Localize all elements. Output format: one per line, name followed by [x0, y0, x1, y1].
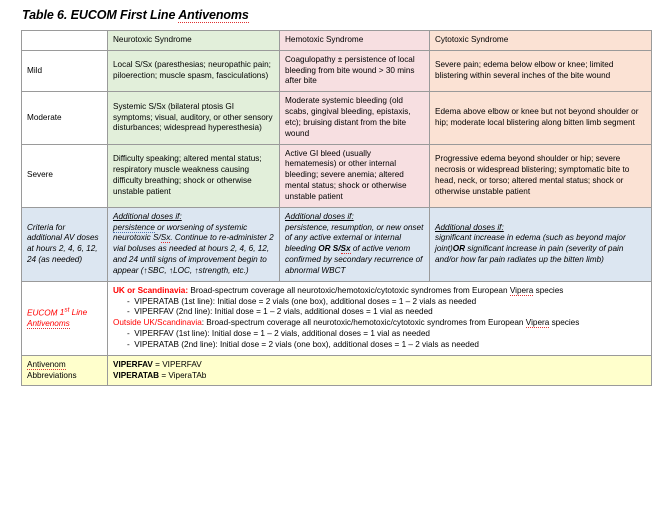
table-row-antivenoms — [22, 281, 652, 355]
eucom-label-line2-rest: Line — [69, 308, 88, 318]
cell-criteria-hemotoxic — [280, 207, 430, 281]
antivenom-bullet-outside-1-text: VIPERFAV (1st line): Initial dose = 1 – 2 vials, additional doses = 1 vial as needed — [134, 329, 430, 339]
criteria-label: Criteria for additional AV doses at hours 2, 4, 6, 12, 24 (as needed) — [22, 207, 108, 281]
abbreviation-viperfav-value: = VIPERFAV — [152, 359, 202, 369]
abbreviation-viperatab-value: = ViperaTAb — [159, 370, 207, 380]
criteria-neuro-spell-2: Sx — [160, 233, 171, 243]
criteria-hemo-bold-or: OR — [318, 244, 331, 254]
cell-moderate-hemotoxic: Moderate systemic bleeding (old scabs, gingival bleeding, epistaxis, etc); bruising distant from the bite wound — [280, 92, 430, 144]
header-cytotoxic: Cytotoxic Syndrome — [430, 31, 652, 51]
cell-severe-cytotoxic: Progressive edema beyond shoulder or hip; severe necrosis or widespread blistering; symptomatic bite to head, neck, or torso; altered mental status; shock or otherwise unstable patient — [430, 144, 652, 207]
abbreviations-label-line1: Antivenom — [27, 359, 66, 369]
abbreviations-body — [108, 355, 652, 386]
region-desc-uk-post: species — [533, 285, 564, 295]
region-label-outside: Outside UK/Scandinavia — [113, 318, 202, 328]
criteria-lead-cytotoxic: Additional doses if: — [435, 222, 504, 232]
antivenom-bullet-outside-1: - VIPERFAV (1st line): Initial dose = 1 – 2 vials, additional doses = 1 vial as needed — [127, 329, 430, 339]
antivenom-bullet-outside-2: - VIPERATAB (2nd line): Initial dose = 2 vials (one box), additional doses = 1 – 2 vials as needed — [127, 339, 479, 349]
header-corner-cell — [22, 31, 108, 51]
severity-label-mild: Mild — [22, 50, 108, 91]
region-label-uk: UK or Scandinavia: — [113, 285, 189, 295]
antivenom-bullet-uk-2-text: VIPERFAV (2nd line): Initial dose = 1 – 2 vials, additional doses = 1 vial as needed — [134, 307, 433, 317]
eucom-antivenom-label — [22, 281, 108, 355]
table-row-criteria — [22, 207, 652, 281]
criteria-cyto-text-2: significant increase in pain (severity of pain and/or how far pain radiates up the bitten limb) — [435, 244, 624, 265]
page-title-prefix: Table 6. EUCOM First Line — [22, 8, 179, 22]
antivenom-bullet-uk-1-text: VIPERATAB (1st line): Initial dose = 2 vials (one box), additional doses = 1 – 2 vials as needed — [134, 296, 477, 306]
criteria-neuro-spell-1: persistence — [113, 222, 155, 232]
region-desc-uk-spell: Vipera — [509, 285, 534, 295]
criteria-cyto-text-1: significant increase in edema (such as beyond major joint) — [435, 233, 626, 254]
cell-severe-hemotoxic: Active GI bleed (usually hematemesis) or other internal bleeding; severe anemia; altered mental status; shock or otherwise unstable patient — [280, 144, 430, 207]
abbreviations-label-line2: Abbreviations — [27, 370, 77, 380]
abbreviation-item-viperfav — [113, 360, 646, 371]
eucom-label-ordinal-sup: st — [64, 306, 70, 314]
region-desc-uk-pre: Broad-spectrum coverage all neurotoxic/hemotoxic/cytotoxic syndromes from European — [188, 285, 510, 295]
cell-criteria-cytotoxic — [430, 207, 652, 281]
antivenom-bullet-uk-1: - VIPERATAB (1st line): Initial dose = 2 vials (one box), additional doses = 1 – 2 vials as needed — [127, 296, 477, 306]
table-row-mild — [22, 50, 652, 91]
criteria-hemo-text-2: S/ — [330, 244, 341, 254]
antivenom-block-uk — [113, 286, 646, 318]
severity-label-severe: Severe — [22, 144, 108, 207]
cell-mild-hemotoxic: Coagulopathy ± persistence of local bleeding from bite wound > 30 mins after bite — [280, 50, 430, 91]
cell-mild-cytotoxic: Severe pain; edema below elbow or knee; limited blistering within several inches of the bite wound — [430, 50, 652, 91]
eucom-label-line3: Antivenoms — [27, 319, 70, 329]
antivenom-block-outside-heading — [113, 318, 646, 329]
criteria-lead-hemotoxic: Additional doses if: — [285, 211, 354, 221]
antivenom-block-uk-heading — [113, 286, 646, 297]
antivenom-recommendations — [108, 281, 652, 355]
table-row-severe — [22, 144, 652, 207]
cell-mild-neurotoxic: Local S/Sx (paresthesias; neuropathic pain; piloerection; muscle spasm, fasciculations) — [108, 50, 280, 91]
page-title-misspelled-word: Antivenoms — [178, 8, 249, 22]
region-desc-outside-spell: Vipera — [525, 318, 550, 328]
abbreviations-label — [22, 355, 108, 386]
criteria-neuro-text-2: . Continue to re-administer 2 vial boluses as needed at hours 2, 4, 6, 12, and 24 until signs of improvement begin to appear (↑SBC, ↑LOC, ↑strength, etc.) — [113, 233, 274, 275]
antivenom-bullet-outside-2-text: VIPERATAB (2nd line): Initial dose = 2 vials (one box), additional doses = 1 – 2 vials as needed — [134, 339, 479, 349]
criteria-lead-neurotoxic: Additional doses if: — [113, 211, 182, 221]
page-title — [22, 8, 654, 22]
abbreviation-item-viperatab — [113, 371, 646, 382]
table-row-moderate — [22, 92, 652, 144]
antivenom-block-outside — [113, 318, 646, 350]
criteria-hemo-text-3: of active venom confirmed by secondary recurrence of abnormal WBCT — [285, 244, 423, 275]
header-neurotoxic: Neurotoxic Syndrome — [108, 31, 280, 51]
header-hemotoxic: Hemotoxic Syndrome — [280, 31, 430, 51]
criteria-hemo-text-1: persistence, resumption, or new onset of any active external or internal bleeding — [285, 222, 424, 254]
eucom-label-line2 — [60, 308, 87, 317]
cell-criteria-neurotoxic — [108, 207, 280, 281]
table-header-row — [22, 31, 652, 51]
cell-severe-neurotoxic: Difficulty speaking; altered mental status; respiratory muscle weakness causing difficulty breathing; shock or otherwise unstable patient — [108, 144, 280, 207]
abbreviation-viperatab-name: VIPERATAB — [113, 370, 160, 380]
severity-label-moderate: Moderate — [22, 92, 108, 144]
cell-moderate-cytotoxic: Edema above elbow or knee but not beyond shoulder or hip; moderate local blistering along bitten limb segment — [430, 92, 652, 144]
abbreviation-viperfav-name: VIPERFAV — [113, 359, 153, 369]
eucom-antivenom-table — [21, 30, 652, 386]
eucom-label-ordinal-num: 1 — [59, 308, 65, 318]
region-desc-outside-pre: : Broad-spectrum coverage all neurotoxic/hemotoxic/cytotoxic syndromes from European — [201, 318, 526, 328]
cell-moderate-neurotoxic: Systemic S/Sx (bilateral ptosis GI symptoms; visual, auditory, or other sensory disturbances; widespread hyperesthesia) — [108, 92, 280, 144]
eucom-label-line1: EUCOM — [27, 308, 58, 318]
region-desc-outside-post: species — [549, 318, 580, 328]
criteria-hemo-spell-1: Sx — [340, 244, 351, 254]
criteria-cyto-bold-or: OR — [452, 244, 466, 254]
table-row-abbreviations — [22, 355, 652, 386]
criteria-neuro-text-1: or worsening of systemic neurotoxic S/ — [113, 222, 248, 243]
antivenom-bullet-uk-2: - VIPERFAV (2nd line): Initial dose = 1 – 2 vials, additional doses = 1 vial as needed — [127, 307, 433, 317]
